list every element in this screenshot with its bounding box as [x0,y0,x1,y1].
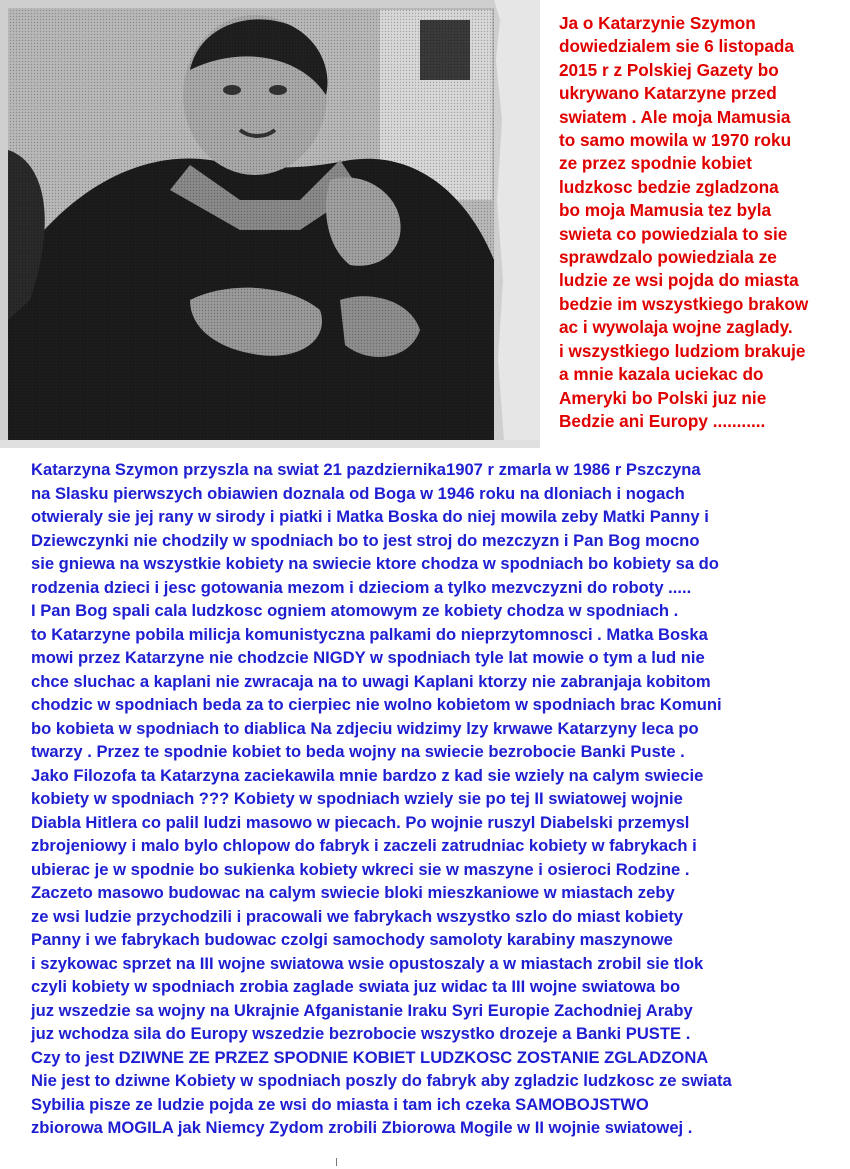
body-line: kobiety w spodniach ??? Kobiety w spodniach wziely sie po tej II swiatowej wojnie [31,789,683,808]
body-line: Panny i we fabrykach budowac czolgi samochody samoloty karabiny maszynowe [31,930,673,949]
body-line: otwieraly sie jej rany w sirody i piatki i Matka Boska do niej mowila zeby Matki Panny i [31,507,709,526]
body-line: ubierac je w spodnie bo sukienka kobiety wkreci sie w maszyne i osieroci Rodzine . [31,859,690,879]
side-line: Bedzie ani Europy ........... [559,410,766,431]
portrait-photo [0,0,540,448]
body-line: zbiorowa MOGILA jak Niemcy Zydom zrobili Zbiorowa Mogile w II wojnie swiatowej . [31,1118,693,1137]
side-line: bedzie im wszystkiego brakow [559,293,809,314]
body-line: to Katarzyne pobila milicja komunistyczna palkami do nieprzytomnosci . Matka Boska [31,624,708,644]
body-line: chodzic w spodniach beda za to cierpiec nie wolno kobietom w spodniach brac Komuni [31,695,722,714]
side-line: dowiedzialem sie 6 listopada [559,36,794,57]
body-line: i szykowac sprzet na III wojne swiatowa wsie opustoszaly a w miastach zrobil sie tlok [31,953,704,973]
body-line: Czy to jest DZIWNE ZE PRZEZ SPODNIE KOBIET LUDZKOSC ZOSTANIE ZGLADZONA [31,1047,709,1067]
body-line: ze wsi ludzie przychodzili i pracowali we fabrykach wszystko szlo do miast kobiety [31,906,683,926]
body-line: Sybilia pisze ze ludzie pojda ze wsi do miasta i tam ich czeka SAMOBOJSTWO [31,1094,649,1114]
body-blue-text [31,458,849,1140]
body-line: juz wszedzie sa wojny na Ukrajnie Afganistanie Iraku Syri Europie Zachodniej Araby [31,1000,693,1020]
side-line: swieta co powiedziala to sie [559,223,788,244]
side-line: Ja o Katarzynie Szymon [559,13,756,33]
side-red-text [559,12,849,433]
body-line: juz wchodza sila do Europy wszedzie bezrobocie wszystko drozeje a Banki PUSTE . [31,1024,691,1043]
body-line: czyli kobiety w spodniach zrobia zaglade swiata juz widac ta III wojne swiatowa bo [31,977,681,996]
body-line: mowi przez Katarzyne nie chodzcie NIGDY w spodniach tyle lat mowie o tym a lud nie [31,648,705,667]
body-line: twarzy . Przez te spodnie kobiet to beda wojny na swiecie bezrobocie Banki Puste . [31,742,685,761]
portrait-photo-icon [0,0,540,448]
body-line: bo kobieta w spodniach to diablica Na zdjeciu widzimy lzy krwawe Katarzyny leca po [31,718,699,738]
side-line: ludzkosc bedzie zgladzona [559,176,779,197]
body-line: chce sluchac a kaplani nie zwracaja na to uwagi Kaplani ktorzy nie zabranjaja kobitom [31,671,711,691]
side-line: i wszystkiego ludziom brakuje [559,340,806,361]
body-line: Dziewczynki nie chodzily w spodniach bo to jest stroj do mezczyzn i Pan Bog mocno [31,530,700,550]
side-line: ac i wywolaja wojne zaglady. [559,317,793,338]
scan-mark [336,1158,337,1166]
body-line: Jako Filozofa ta Katarzyna zaciekawila mnie bardzo z kad sie wziely na calym swiecie [31,765,704,785]
side-line: to samo mowila w 1970 roku [559,130,792,151]
body-line: Diabla Hitlera co palil ludzi masowo w piecach. Po wojnie ruszyl Diabelski przemysl [31,812,690,832]
body-line: I Pan Bog spali cala ludzkosc ogniem atomowym ze kobiety chodza w spodniach . [31,601,679,620]
body-line: Katarzyna Szymon przyszla na swiat 21 pazdziernika1907 r zmarla w 1986 r Pszczyna [31,460,701,479]
side-line: ze przez spodnie kobiet [559,153,752,174]
side-line: swiatem . Ale moja Mamusia [559,106,791,127]
body-line: zbrojeniowy i malo bylo chlopow do fabryk i zaczeli zatrudniac kobiety w fabrykach i [31,836,697,855]
side-line: Ameryki bo Polski juz nie [559,387,767,408]
body-line: na Slasku pierwszych obiawien doznala od Boga w 1946 roku na dloniach i nogach [31,483,685,503]
side-line: bo moja Mamusia tez byla [559,200,772,221]
body-line: Zaczeto masowo budowac na calym swiecie bloki mieszkaniowe w miastach zeby [31,883,675,902]
side-line: ludzie ze wsi pojda do miasta [559,270,799,291]
side-line: a mnie kazala uciekac do [559,364,764,385]
body-line: Nie jest to dziwne Kobiety w spodniach poszly do fabryk aby zgladzic ludzkosc ze swiata [31,1071,732,1090]
side-line: 2015 r z Polskiej Gazety bo [559,59,779,80]
side-line: sprawdzalo powiedziala ze [559,247,777,268]
body-line: rodzenia dzieci i jesc gotowania mezom i dzieciom a tylko mezvczyzni do roboty ..... [31,577,692,597]
side-line: ukrywano Katarzyne przed [559,83,777,104]
body-line: sie gniewa na wszystkie kobiety na swiecie ktore chodza w spodniach bo kobiety sa do [31,554,719,573]
